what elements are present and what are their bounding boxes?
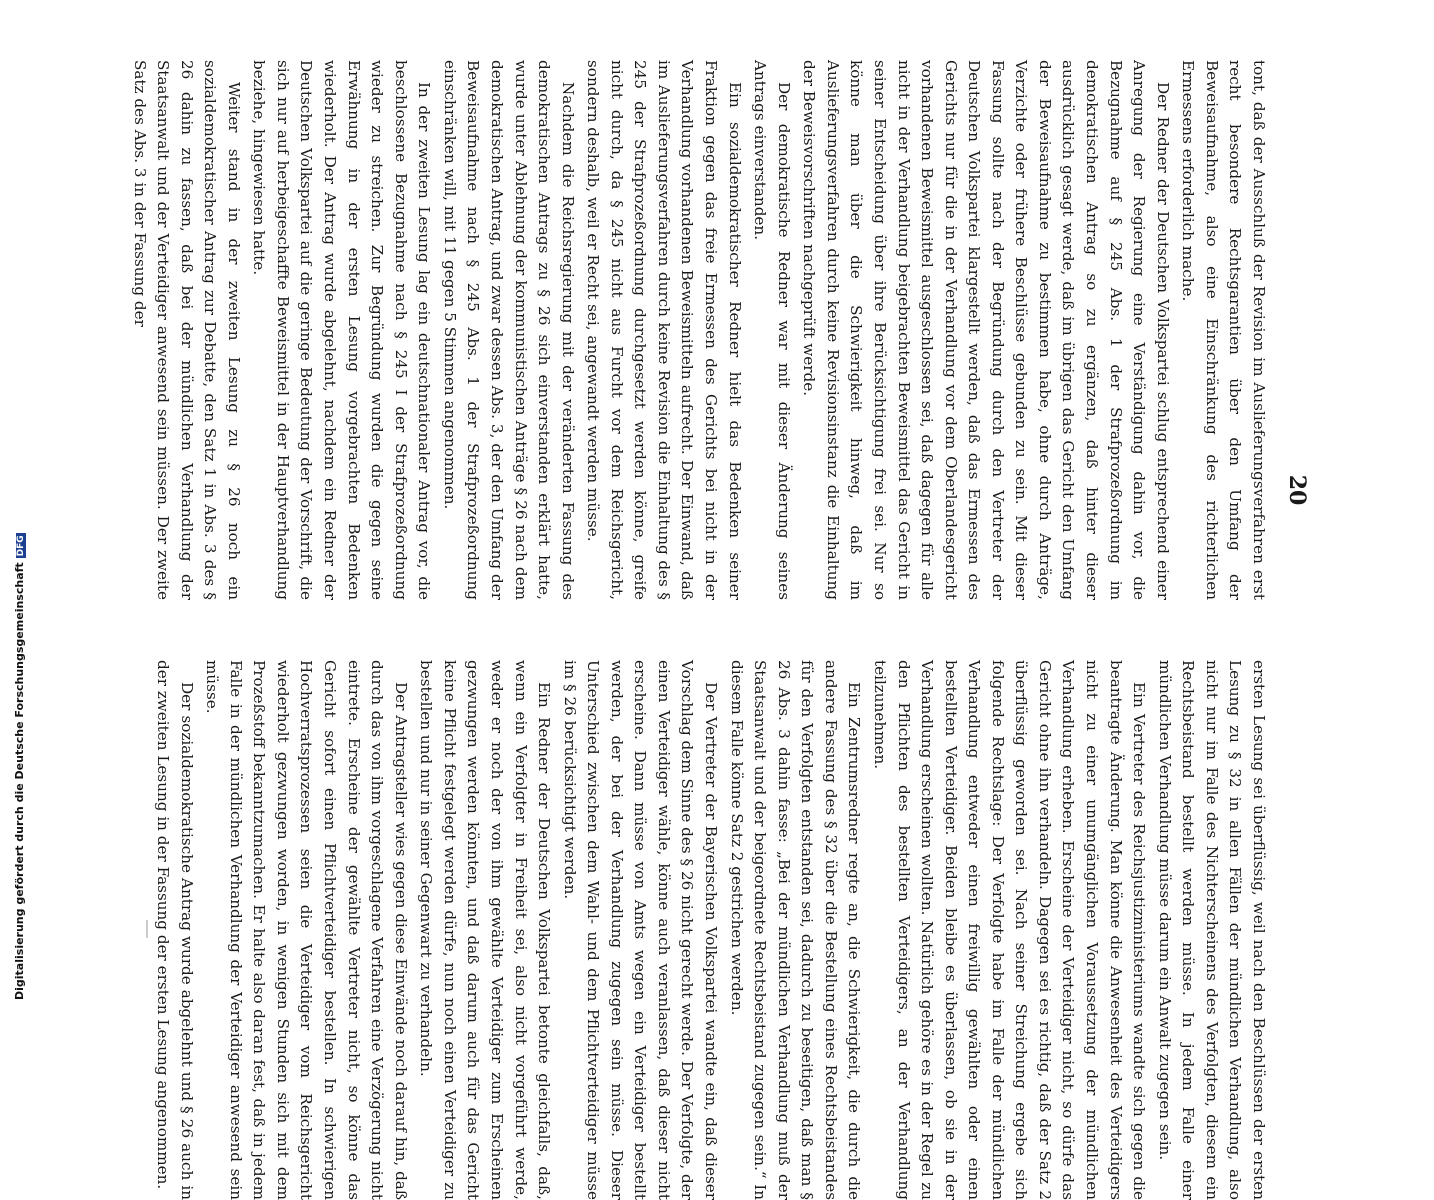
paragraph: Nachdem die Reichsregierung mit der veränderten Fassung des demokratischen Antrags zu § 26 sich einverstanden erklärt hatte, wurde unter Ablehnung der kommunistischen Anträge § 26 nach dem demokratischen Antrag, und zwar dessen Abs. 3, der den Umfang der Beweisaufnahme nach § 245 Abs. 1 der Strafprozeßordnung einschränken will, mit 11 gegen 5 Stimmen angenommen. (440, 60, 577, 600)
paragraph: Der Vertreter der Bayerischen Volkspartei wandte ein, daß dieser Vorschlag dem Sinne des § 26 nicht gerecht werde. Der Verfolgte, der einen Verteidiger wähle, könne auch veranlassen, daß dieser nicht erscheine. Dann müsse von Amts wegen ein Verteidiger bestellt werden, der bei der Verhandlung zugegen sein müsse. Dieser Unterschied zwischen dem Wahl- und dem Pflichtverteidiger müsse im § 26 berücksichtigt werden. (560, 660, 721, 1200)
digitization-footer (0, 535, 26, 1000)
paragraph: Ein Redner der Deutschen Volkspartei betonte gleichfalls, daß, wenn ein Verfolgter in Freiheit sei, also nicht vorgeführt werde, weder er noch der von ihm gewählte Verteidiger zum Erscheinen gezwungen werden könnten, und daß darum auch für das Gericht keine Pflicht festgelegt werden dürfe, nun noch einen Verteidiger zu bestellen und nur in seiner Gegenwart zu verhandeln. (417, 660, 554, 1200)
footer-label: Digitalisierung gefördert durch die Deutsche Forschungsgemeinschaft (13, 562, 26, 1000)
page-number: 20 (1284, 474, 1310, 506)
footer-text (13, 533, 26, 1000)
rotated-page (120, 60, 1310, 1200)
margin-mark (146, 920, 148, 938)
paragraph: ersten Lesung sei überflüssig, weil nach den Beschlüssen der ersten Lesung zu § 32 in allen Fällen der mündlichen Verhandlung, also nicht nur im Falle des Nichterscheinens des Verfolgten, diesem ein Rechtsbeistand bestellt werden müsse. In jedem Falle einer mündlichen Verhandlung müsse darum ein Anwalt zugegen sein. (1155, 660, 1268, 1200)
paragraph: tont, daß der Ausschluß der Revision im Auslieferungsverfahren erst recht besondere Rechtsgarantien über den Umfang der Beweisaufnahme, also eine Einschränkung des richterlichen Ermessens erforderlich mache. (1179, 60, 1268, 600)
text-column-left (125, 60, 1270, 600)
paragraph: In der zweiten Lesung lag ein deutschnationaler Antrag vor, die beschlossene Bezugnahme nach § 245 I der Strafprozeßordnung wieder zu streichen. Zur Begründung wurden die gegen seine Erwähnung in der ersten Lesung vorgebrachten Bedenken wiederholt. Der Antrag wurde abgelehnt, nachdem ein Redner der Deutschen Volkspartei auf die geringe Bedeutung der Vorschrift, die sich nur auf herbeigeschaffte Beweismittel in der Hauptverhandlung beziehe, hingewiesen hatte. (250, 60, 434, 600)
paragraph: Ein sozialdemokratischer Redner hielt das Bedenken seiner Fraktion gegen das freie Ermessen des Gerichts bei nicht in der Verhandlung vorhandenen Beweismitteln aufrecht. Der Einwand, daß im Auslieferungsverfahren durch keine Revision die Einhaltung des § 245 der Strafprozeßordnung durchgesetzt werden könne, greife nicht durch, da § 245 nicht aus Furcht vor dem Reichsgericht, sondern deshalb, weil er Recht sei, angewandt werden müsse. (584, 60, 744, 600)
text-column-right (149, 660, 1270, 1200)
paragraph: Der Antragsteller wies gegen diese Einwände noch darauf hin, daß durch das von ihm vorgeschlagene Verfahren eine Verzögerung nicht eintrete. Erscheine der gewählte Vertreter nicht, so könne das Gericht sofort einen Pflichtverteidiger bestellen. In schwierigen Hochverratsprozessen seien die Verteidiger vom Reichsgericht wiederholt gezwungen worden, in wenigen Stunden sich mit dem Prozeßstoff bekanntzumachen. Er halte also daran fest, daß in jedem Falle in der mündlichen Verhandlung der Verteidiger anwesend sein müsse. (203, 660, 410, 1200)
paragraph: Ein Zentrumsredner regte an, die Schwierigkeit, die durch die andere Fassung des § 32 über die Bestellung eines Rechtsbeistandes für den Verfolgten entstanden sei, dadurch zu beseitigen, daß man § 26 Abs. 3 dahin fasse: „Bei der mündlichen Verhandlung muß der Staatsanwalt und der beigeordnete Rechtsbeistand zugegen sein.“ In diesem Falle könne Satz 2 gestrichen werden. (727, 660, 864, 1200)
paragraph: Weiter stand in der zweiten Lesung zu § 26 noch ein sozialdemokratischer Antrag zur Debatte, den Satz 1 in Abs. 3 des § 26 dahin zu fassen, daß bei der mündlichen Verhandlung der Staatsanwalt und der Verteidiger anwesend sein müssen. Der zweite Satz des Abs. 3 in der Fassung der (130, 60, 243, 600)
paragraph: Der sozialdemokratische Antrag wurde abgelehnt und § 26 auch in der zweiten Lesung in der Fassung der ersten Lesung angenommen. (154, 660, 196, 1200)
dfg-logo-icon: DFG (16, 535, 26, 557)
paragraph: Der Redner der Deutschen Volkspartei schlug entsprechend einer Anregung der Regierung eine Verständigung dahin vor, die Bezugnahme auf § 245 Abs. 1 der Strafprozeßordnung im demokratischen Antrag so zu ergänzen, daß hinter dieser ausdrücklich gesagt werde, daß im übrigen das Gericht den Umfang der Beweisaufnahme zu bestimmen habe, ohne durch Anträge, Verzichte oder frühere Beschlüsse gebunden zu sein. Mit dieser Fassung sollte nach der Begründung durch den Vertreter der Deutschen Volkspartei klargestellt werden, daß das Ermessen des Gerichts nur für die in der Verhandlung vor dem Oberlandesgericht vorhandenen Beweismittel ausgeschlossen sei, daß dagegen für alle nicht in der Verhandlung beigebrachten Beweismittel das Gericht in seiner Entscheidung über ihre Berücksichtigung frei sei. Nur so könne man über die Schwierigkeit hinweg, daß im Auslieferungsverfahren durch keine Revisionsinstanz die Einhaltung der Beweisvorschriften nachgeprüft werde. (800, 60, 1172, 600)
paragraph: Der demokratische Redner war mit dieser Änderung seines Antrags einverstanden. (751, 60, 793, 600)
paragraph: Ein Vertreter des Reichsjustizministeriums wandte sich gegen die beantragte Änderung. Man könne die Anwesenheit des Verteidigers nicht zu einer unumgänglichen Voraussetzung der mündlichen Verhandlung erheben. Erscheine der Verteidiger nicht, so dürfe das Gericht ohne ihn verhandeln. Dagegen sei es richtig, daß der Satz 2 überflüssig geworden sei. Nach seiner Streichung ergebe sich folgende Rechtslage: Der Verfolgte habe im Falle der mündlichen Verhandlung entweder einen freiwillig gewählten oder einen bestellten Verteidiger. Beiden bleibe es überlassen, ob sie in der Verhandlung erscheinen wollten. Natürlich gehöre es in der Regel zu den Pflichten des bestellten Verteidigers, an der Verhandlung teilzunehmen. (871, 660, 1149, 1200)
